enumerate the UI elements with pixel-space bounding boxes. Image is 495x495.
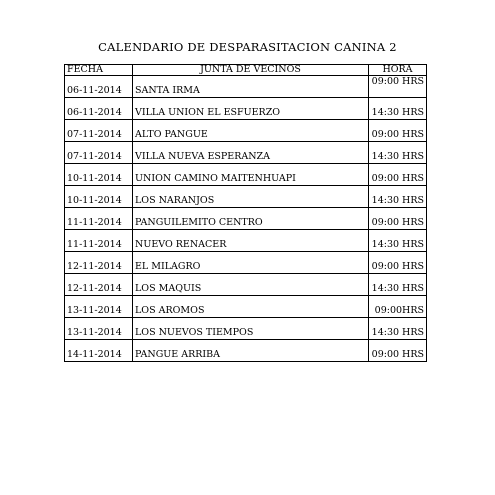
table-row [65,340,427,362]
row-hora: 09:00 HRS [369,340,427,362]
table-row [65,186,427,208]
row-date: 07-11-2014 [65,120,133,142]
row-date: 06-11-2014 [65,98,133,120]
row-date: 11-11-2014 [65,230,133,252]
row-hora: 14:30 HRS [369,142,427,164]
schedule-table [64,64,427,362]
row-date: 10-11-2014 [65,164,133,186]
row-junta: LOS NUEVOS TIEMPOS [133,318,369,340]
row-junta: PANGUILEMITO CENTRO [133,208,369,230]
header-fecha: FECHA [65,65,133,76]
row-date: 14-11-2014 [65,340,133,362]
row-junta: PANGUE ARRIBA [133,340,369,362]
row-junta: EL MILAGRO [133,252,369,274]
row-hora: 14:30 HRS [369,230,427,252]
table-row [65,76,427,98]
row-date: 06-11-2014 [65,76,133,98]
row-date: 12-11-2014 [65,274,133,296]
row-junta: VILLA NUEVA ESPERANZA [133,142,369,164]
row-date: 11-11-2014 [65,208,133,230]
row-junta: LOS MAQUIS [133,274,369,296]
row-hora: 14:30 HRS [369,98,427,120]
table-row [65,208,427,230]
row-hora: 09:00 HRS [369,76,427,98]
row-junta: SANTA IRMA [133,76,369,98]
row-junta: VILLA UNION EL ESFUERZO [133,98,369,120]
table-row [65,98,427,120]
row-date: 12-11-2014 [65,252,133,274]
header-junta-de-vecinos: JUNTA DE VECINOS [133,65,369,76]
table-row [65,296,427,318]
document-title: CALENDARIO DE DESPARASITACION CANINA 2 [98,40,397,54]
table-header-row [65,65,427,76]
row-hora: 09:00 HRS [369,252,427,274]
row-junta: ALTO PANGUE [133,120,369,142]
row-hora: 09:00 HRS [369,120,427,142]
table-row [65,252,427,274]
row-junta: LOS NARANJOS [133,186,369,208]
row-hora: 14:30 HRS [369,318,427,340]
table-row [65,230,427,252]
table-row [65,120,427,142]
row-hora: 09:00 HRS [369,164,427,186]
header-hora: HORA [369,65,427,76]
row-hora: 09:00 HRS [369,208,427,230]
row-date: 07-11-2014 [65,142,133,164]
row-hora: 14:30 HRS [369,186,427,208]
table-row [65,318,427,340]
row-date: 13-11-2014 [65,318,133,340]
row-junta: NUEVO RENACER [133,230,369,252]
table-row [65,164,427,186]
table-row [65,274,427,296]
row-date: 10-11-2014 [65,186,133,208]
row-hora: 09:00HRS [369,296,427,318]
row-hora: 14:30 HRS [369,274,427,296]
row-junta: UNION CAMINO MAITENHUAPI [133,164,369,186]
row-date: 13-11-2014 [65,296,133,318]
row-junta: LOS AROMOS [133,296,369,318]
table-row [65,142,427,164]
